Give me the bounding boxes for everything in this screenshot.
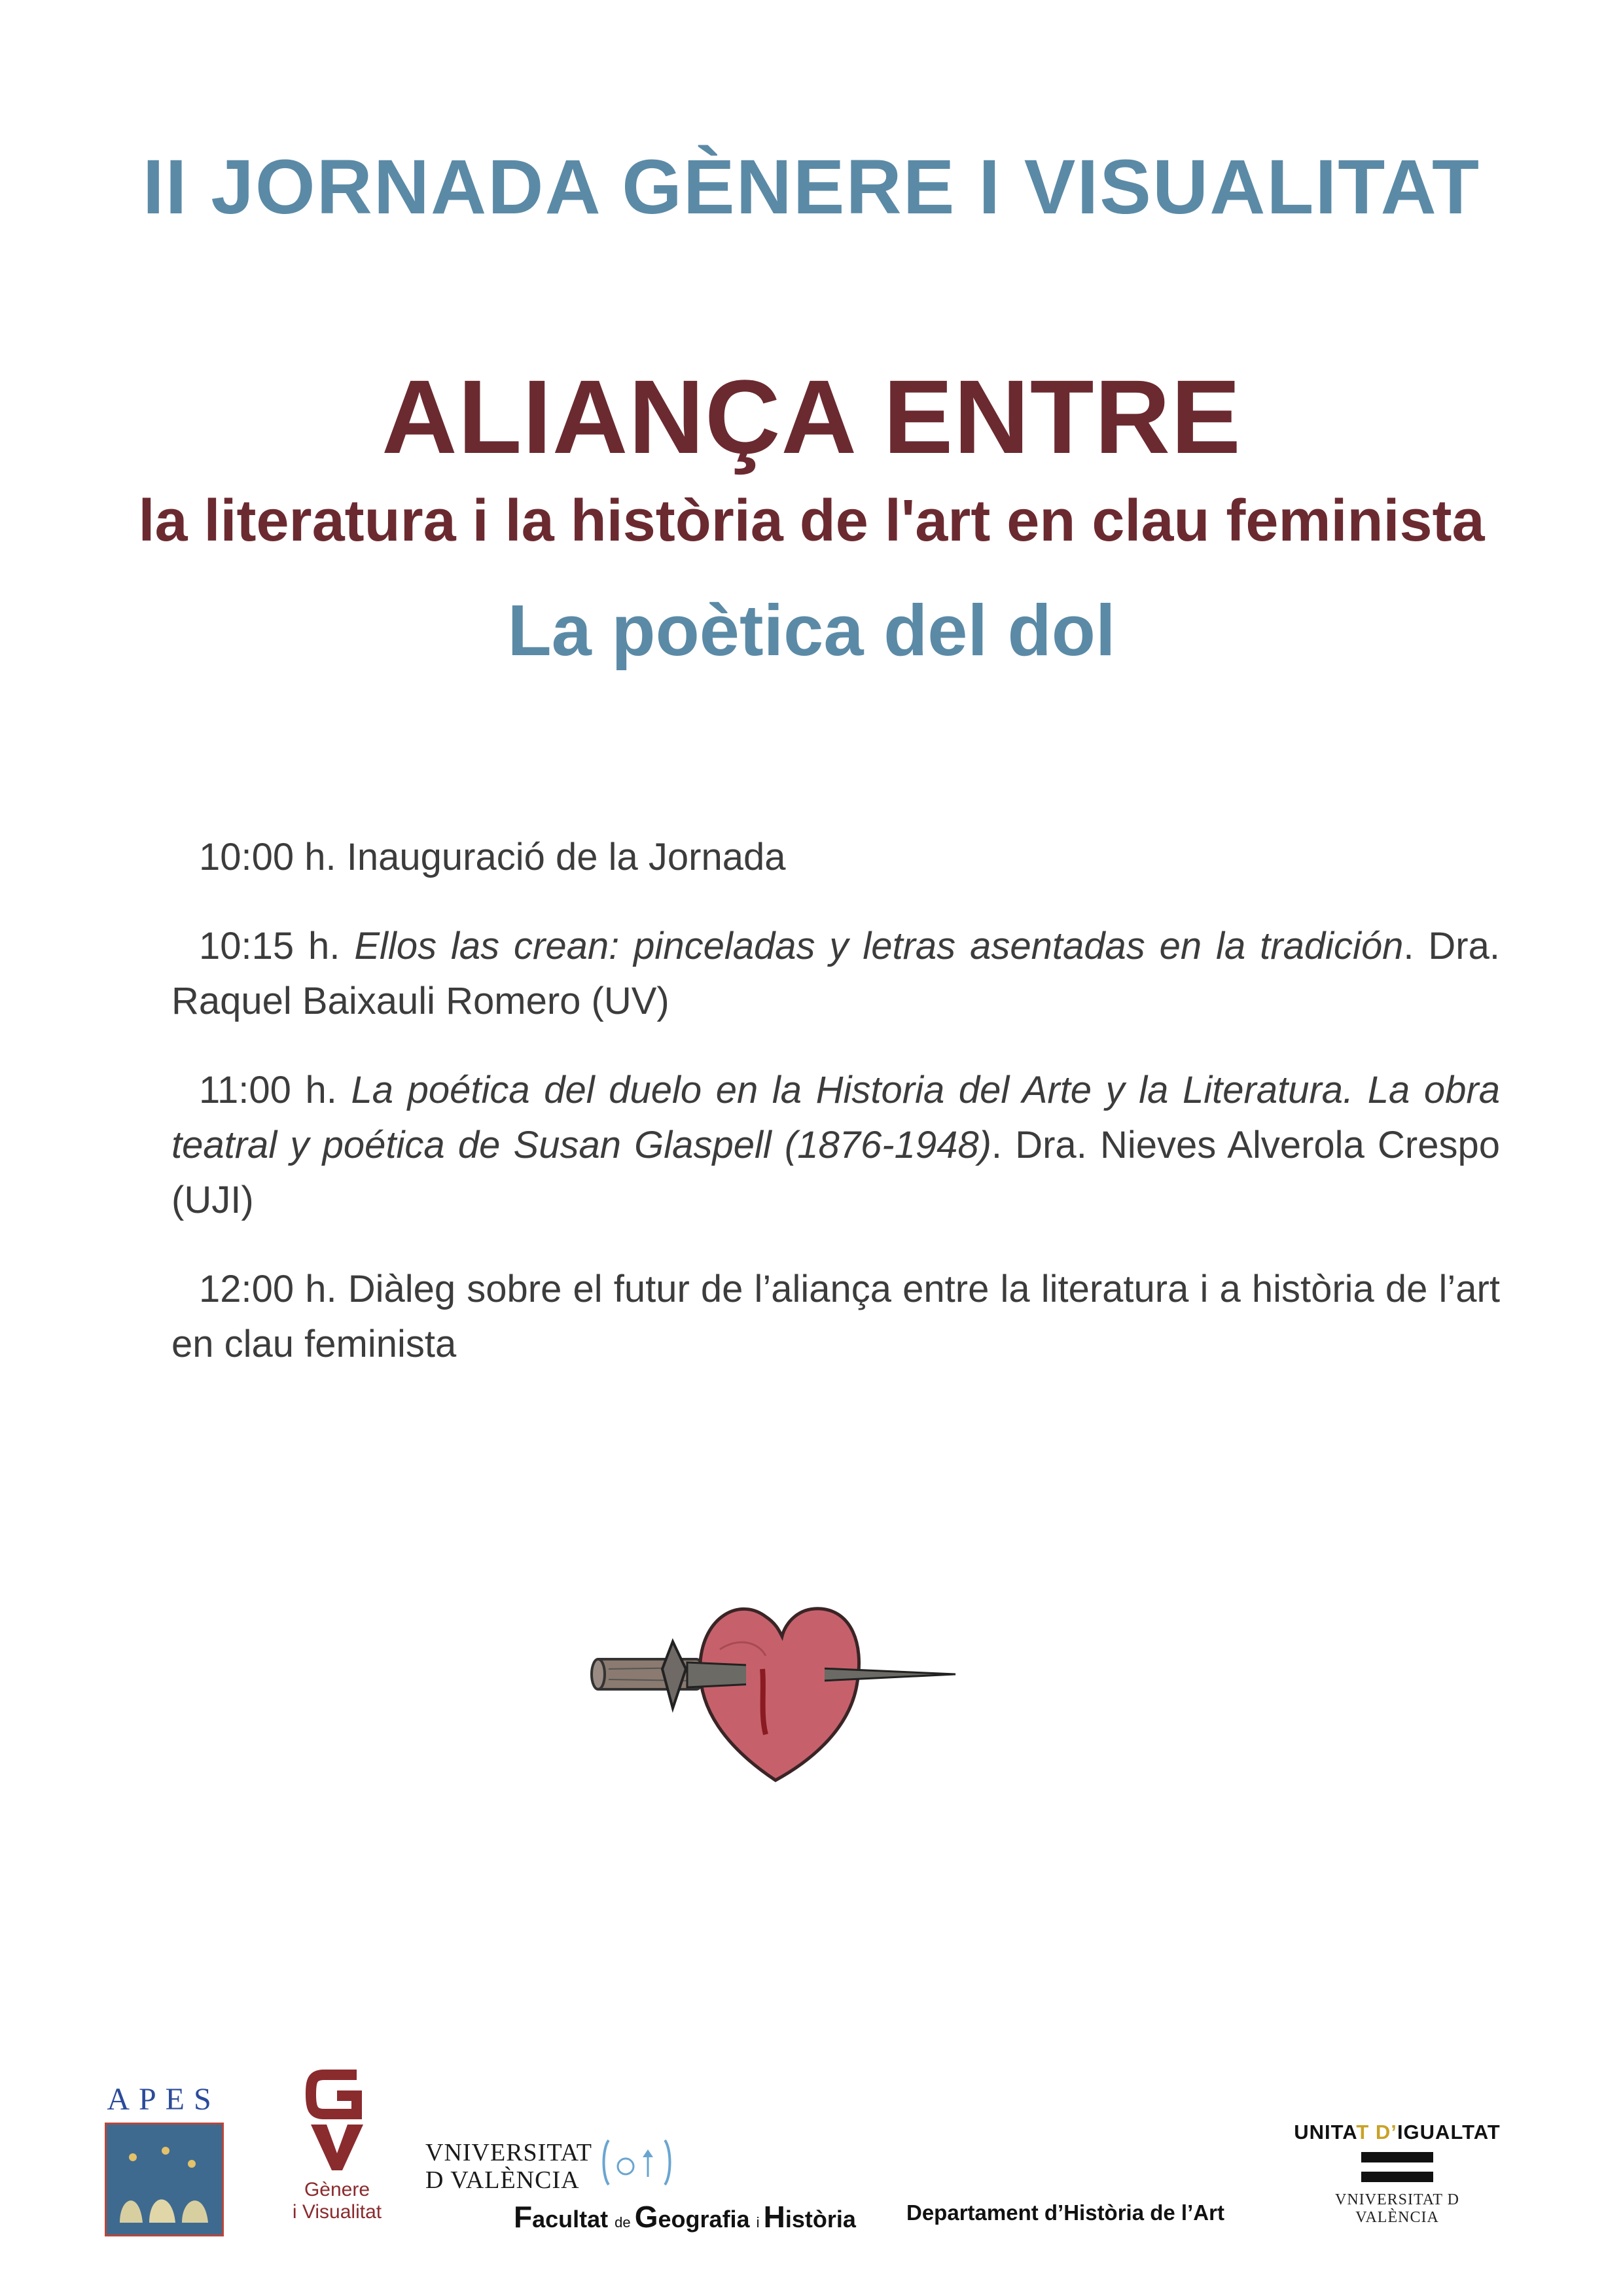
event-title: II JORNADA GÈNERE I VISUALITAT (142, 144, 1481, 230)
igualtat-part-c: IGUALTAT (1397, 2121, 1501, 2144)
apes-logo (105, 2081, 223, 2236)
main-title: ALIANÇA ENTRE (382, 358, 1241, 475)
gv-monogram-icon (304, 2068, 370, 2173)
facultat-initial: F (514, 2200, 533, 2234)
program-time: 10:15 h. (199, 925, 340, 967)
program-item (171, 830, 1500, 885)
facultat-word: acultat (532, 2206, 615, 2233)
historia-word: istòria (785, 2206, 856, 2233)
program-speaker: . Dra. Nieves Alverola Crespo (UJI) (171, 1124, 1500, 1221)
program-item (171, 1063, 1500, 1228)
genere-visualitat-logo (288, 2068, 386, 2223)
apes-label: APES (107, 2082, 221, 2117)
igualtat-uv-label: VNIVERSITAT D VALÈNCIA (1335, 2191, 1459, 2226)
gv-line-2: i Visualitat (292, 2201, 382, 2223)
program-text: Inauguració de la Jornada (346, 836, 786, 878)
uv-line-1: VNIVERSITAT (425, 2139, 592, 2166)
subtitle: la literatura i la història de l'art en clau feminista (138, 488, 1485, 554)
program-item (171, 919, 1500, 1029)
program-time: 10:00 h. (199, 836, 336, 878)
program-title: Ellos las crean: pinceladas y letras asentadas en la tradición (354, 925, 1404, 967)
facultat-i: i (756, 2214, 764, 2231)
facultat-label (514, 2199, 856, 2234)
unitat-igualtat-logo (1293, 2121, 1502, 2227)
program-item (171, 1262, 1500, 1372)
program-time: 11:00 h. (199, 1069, 337, 1111)
historia-initial: H (763, 2200, 785, 2234)
uv-line-2: D VALÈNCIA (425, 2166, 580, 2194)
gv-line-1: Gènere (304, 2179, 370, 2200)
departament-label: Departament d’Història de l’Art (906, 2200, 1224, 2225)
uv-emblem-icon (601, 2136, 673, 2189)
igualtat-part-a: UNITA (1294, 2121, 1357, 2144)
apes-emblem-icon (105, 2123, 224, 2236)
theme-title: La poètica del dol (507, 590, 1116, 671)
heart-pierced-by-dagger-icon (589, 1571, 962, 1787)
geografia-word: eografia (658, 2206, 757, 2233)
facultat-de: de (615, 2214, 635, 2231)
program-speaker: . Dra. Raquel Baixauli Romero (UV) (171, 925, 1500, 1022)
igualtat-part-b: T D’ (1356, 2121, 1397, 2144)
program-time: 12:00 h. (199, 1268, 337, 1310)
geografia-initial: G (634, 2200, 658, 2234)
igualtat-title (1293, 2121, 1502, 2144)
program-text: Diàleg sobre el futur de l’aliança entre la literatura i a història de l’art en clau feminista (171, 1268, 1500, 1365)
equals-icon (1361, 2152, 1433, 2182)
program-title: La poética del duelo en la Historia del Arte y la Literatura. La obra teatral y poética de Susan Glaspell (1876-1948) (171, 1069, 1500, 1166)
